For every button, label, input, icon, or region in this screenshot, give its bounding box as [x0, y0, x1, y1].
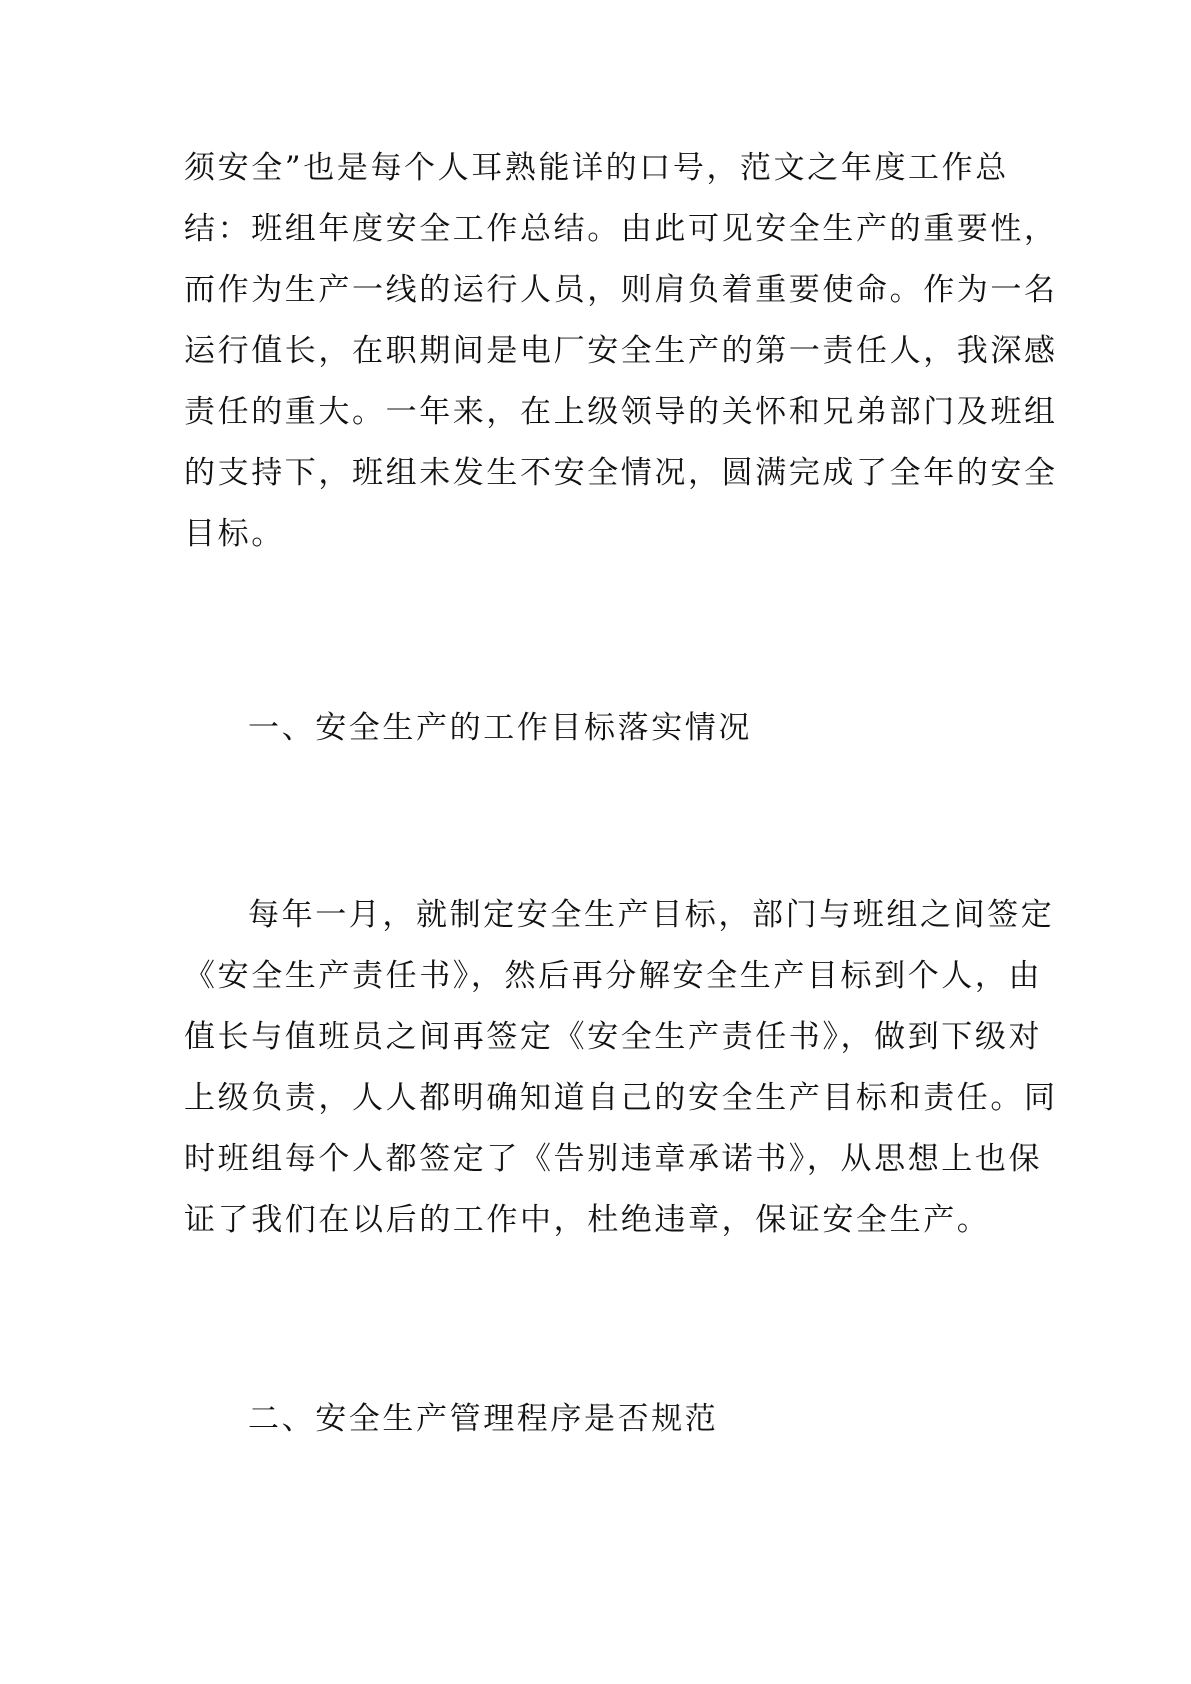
- paragraph-intro: [184, 138, 1058, 565]
- section-heading-text: 一、安全生产的工作目标落实情况: [248, 710, 752, 746]
- text-line: 须安全”也是每个人耳熟能详的口号，范文之年度工作总: [184, 150, 1009, 186]
- paragraph-targets: [184, 885, 1058, 1251]
- text-line: 时班组每个人都签定了《告别违章承诺书》，从思想上也保: [184, 1141, 1043, 1177]
- section-heading-1: [184, 698, 1014, 759]
- text-line: 责任的重大。一年来，在上级领导的关怀和兄弟部门及班组: [184, 394, 1058, 430]
- section-heading-text: 二、安全生产管理程序是否规范: [248, 1401, 719, 1437]
- text-line: 而作为生产一线的运行人员，则肩负着重要使命。作为一名: [184, 272, 1058, 308]
- text-line: 证了我们在以后的工作中，杜绝违章，保证安全生产。: [184, 1202, 991, 1238]
- text-line: 值长与值班员之间再签定《安全生产责任书》，做到下级对: [184, 1019, 1043, 1055]
- text-line: 运行值长，在职期间是电厂安全生产的第一责任人，我深感: [184, 333, 1058, 369]
- text-line: 目标。: [184, 516, 285, 552]
- text-line: 《安全生产责任书》，然后再分解安全生产目标到个人，由: [184, 958, 1043, 994]
- section-heading-2: [184, 1389, 1014, 1450]
- text-line: 每年一月，就制定安全生产目标，部门与班组之间签定: [248, 897, 1055, 933]
- text-line: 结：班组年度安全工作总结。由此可见安全生产的重要性，: [184, 211, 1058, 247]
- text-line: 上级负责，人人都明确知道自己的安全生产目标和责任。同: [184, 1080, 1058, 1116]
- text-line: 的支持下，班组未发生不安全情况，圆满完成了全年的安全: [184, 455, 1058, 491]
